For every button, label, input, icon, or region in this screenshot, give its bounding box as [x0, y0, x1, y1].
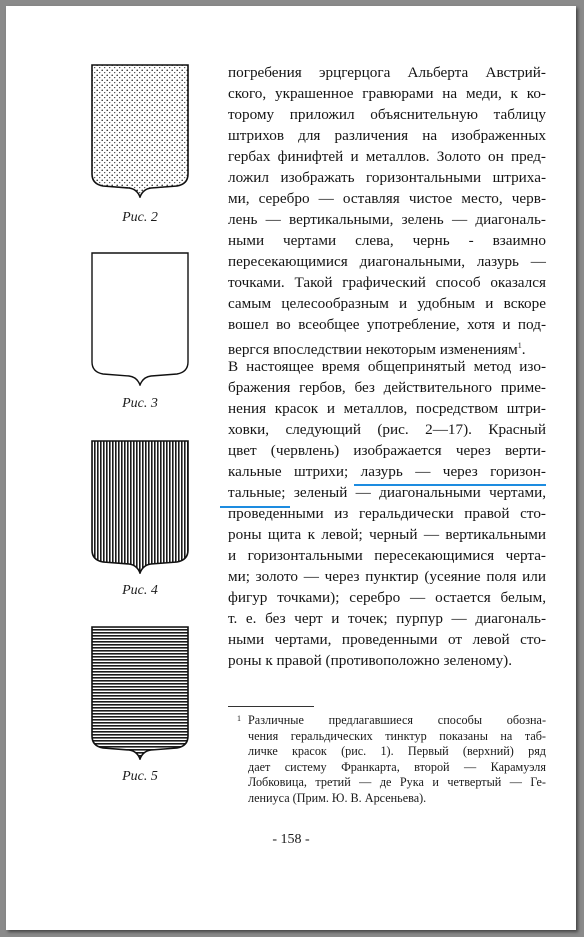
text-line: нения красок и металлов, посредством штри-	[228, 400, 546, 417]
footnote-line: личке красок (рис. 1). Первый (верхний) ряд	[248, 744, 546, 759]
text-line: самым целесообразным и удобным и вскоре	[228, 295, 546, 312]
text-line: вошел во всеобщее употребление, хотя и под-	[228, 316, 546, 333]
text-line: вергся впоследствии некоторым изменениям	[228, 341, 518, 359]
figure-caption: Рис. 5	[122, 769, 158, 784]
footnote-line: Различные предлагавшиеся способы обозна-	[248, 713, 546, 727]
text-line: кальные штрихи; лазурь — через горизон-	[228, 463, 546, 480]
text-line: роны щита к левой; черный — вертикальными	[228, 526, 546, 543]
highlight-underline	[354, 484, 546, 486]
text-line-with-footnote: вергся впоследствии некоторым изменениям$^1$.	[228, 341, 526, 359]
text-line: ховки, следующий (рис. 2—17). Красный	[228, 421, 546, 438]
footnote-line: лениуса (Прим. Ю. В. Арсеньева).	[248, 790, 427, 805]
text-line: торому приложил объяснительную таблицу	[228, 106, 546, 123]
text-line: и горизонтальными пересекающимися черта-	[228, 547, 546, 564]
text-line: цвет (червлень) изображается через верти-	[228, 442, 546, 459]
shield-gold-dotted-icon	[91, 64, 189, 198]
text-line: т. е. без черт и точек; пурпур — диагональ-	[228, 610, 546, 627]
book-page	[6, 6, 576, 930]
text-line: роны к правой (противоположно зеленому).	[228, 652, 513, 669]
text-line: ского, украшенное гравюрами на меди, к ко-	[228, 85, 546, 102]
text-line: фигур точками); серебро — остается белым,	[228, 589, 546, 606]
text-line: пересекающимися диагональными, лазурь —	[228, 253, 546, 270]
text-line: лень — вертикальными, зелень — диагональ-	[228, 211, 546, 228]
text-line: точками. Такой графический способ оказался	[228, 274, 546, 291]
text-line: В настоящее время общепринятый метод изо-	[228, 358, 546, 375]
text-line: тальные; зеленый — диагональными чертами,	[228, 484, 546, 501]
footnote	[237, 713, 546, 807]
footnote-mark: 1	[237, 714, 241, 723]
text-line: гербах финифтей и металлов. Золото он пред-	[228, 148, 546, 165]
text-line: ми, серебро — оставляя чистое место, черв-	[228, 190, 546, 207]
text-line: ными чертами слева, чернь - взаимно	[228, 232, 546, 249]
text-line: штрихов для различения на изображенных	[228, 127, 546, 144]
footnote-line: чения геральдических тинктур показаны на таб-	[248, 728, 546, 743]
page-number: - 158 -	[272, 832, 310, 847]
figure-caption: Рис. 2	[122, 210, 158, 225]
footnote-line: дает систему Франкарта, второй — Карамуэля	[248, 759, 546, 774]
footnote-rule	[228, 706, 314, 707]
figure-caption: Рис. 3	[122, 396, 158, 411]
text-line: проведенными из геральдически правой сто-	[228, 505, 546, 522]
text-line: погребения эрцгерцога Альберта Австрий-	[228, 64, 546, 81]
text-line: ложил изображать горизонтальными штриха-	[228, 169, 546, 186]
footnote-line: Лобковица, третий — де Рука и четвертый — Ге-	[248, 775, 546, 790]
body-text	[228, 62, 546, 671]
shield-red-vertical-icon	[91, 440, 189, 574]
shield-azure-horizontal-icon	[91, 626, 189, 760]
highlight-underline	[220, 506, 290, 508]
figure-caption: Рис. 4	[122, 583, 158, 598]
text-line: бражения гербов, без действительного приме-	[228, 379, 546, 396]
shield-silver-plain-icon	[91, 252, 189, 386]
text-line: ными чертами, проведенными от левой сто-	[228, 631, 546, 648]
footnote-reference: 1	[517, 341, 522, 350]
text-line: ми; золото — через пунктир (усеяние поля или	[228, 568, 546, 585]
